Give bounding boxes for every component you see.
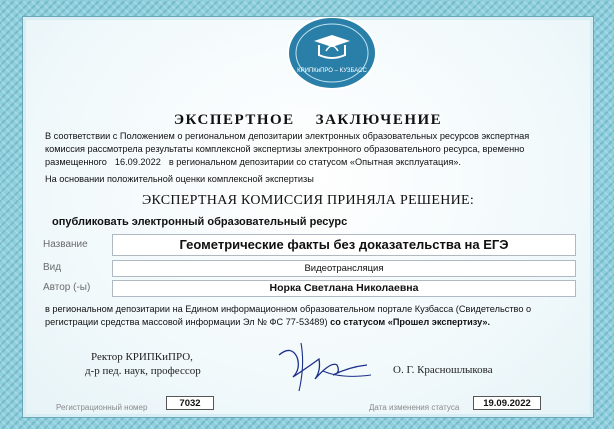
- reg-number-value: 7032: [166, 396, 214, 410]
- placement-status: со статусом «Прошел экспертизу».: [330, 316, 491, 327]
- type-label: Вид: [43, 262, 62, 273]
- publish-text: опубликовать электронный образовательный ресурс: [52, 216, 348, 228]
- reg-number-label: Регистрационный номер: [56, 403, 148, 412]
- intro-paragraph: [45, 130, 571, 169]
- author-label: Автор (-ы): [43, 282, 91, 293]
- status-date-label: Дата изменения статуса: [369, 403, 460, 412]
- decision-heading: ЭКСПЕРТНАЯ КОМИССИЯ ПРИНЯЛА РЕШЕНИЕ:: [141, 193, 475, 208]
- rector-block: [85, 350, 201, 378]
- placement-paragraph: [45, 303, 571, 328]
- intro-text-1: В соответствии с Положением о региональном депозитарии электронных образовательных ресурсов экспертная комиссия рассмотрела результаты комплексной экспертизы электронного образовательного ресурса, временно размещенного: [45, 131, 530, 167]
- placement-date: 16.09.2022: [114, 157, 161, 167]
- rector-degree: д-р пед. наук, профессор: [85, 365, 201, 377]
- name-label: Название: [43, 239, 88, 250]
- signature-icon: [271, 335, 381, 395]
- basis-text: На основании положительной оценки комплексной экспертизы: [45, 174, 314, 184]
- logo-caption: КРИПКиПРО – КУЗБАСС: [297, 68, 367, 74]
- placement-text: в региональном депозитарии на Едином информационном образовательном портале Кузбасса (Свидетельство о регистрации средства массовой информации Эл № ФС 77-53489): [45, 304, 532, 327]
- signer-name: О. Г. Красношлыкова: [393, 364, 493, 376]
- status-date-value: 19.09.2022: [473, 396, 541, 410]
- type-value: Видеотрансляция: [112, 260, 576, 277]
- institute-logo-icon: [286, 17, 378, 91]
- document-title: ЭКСПЕРТНОЕ ЗАКЛЮЧЕНИЕ: [173, 112, 443, 128]
- name-value: Геометрические факты без доказательства на ЕГЭ: [112, 234, 576, 256]
- author-value: Норка Светлана Николаевна: [112, 280, 576, 297]
- certificate-body: [22, 16, 594, 418]
- rector-title: Ректор КРИПКиПРО,: [91, 351, 193, 363]
- intro-text-2: в региональном депозитарии со статусом «Опытная эксплуатация».: [168, 157, 461, 167]
